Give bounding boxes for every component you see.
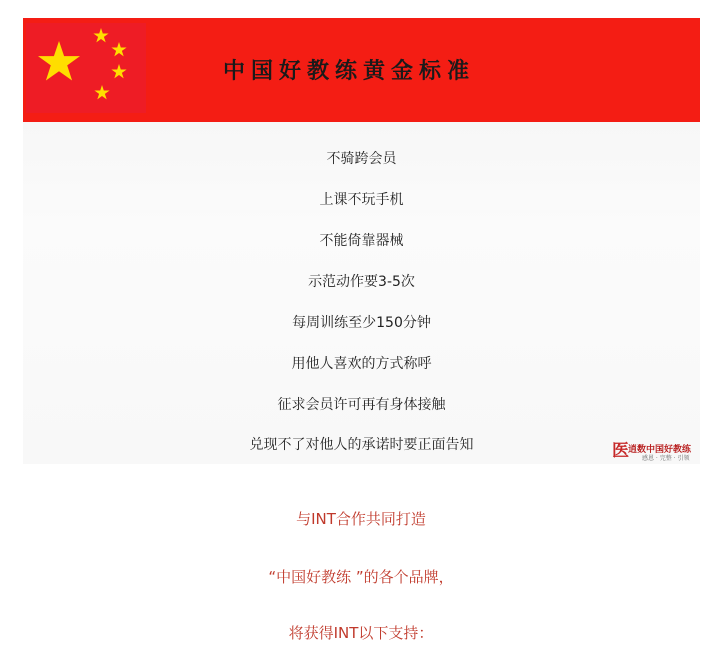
rule-item: 示范动作要3-5次 — [308, 274, 415, 290]
logo-tagline: 感恩 · 完整 · 引领 — [642, 455, 690, 462]
promo-line: 与INT合作共同打造 — [296, 510, 426, 528]
logo-mark-icon: 医 — [612, 441, 629, 461]
promo-line: 将获得INT以下支持： — [288, 624, 434, 642]
banner-title: 中国好教练黄金标准 — [223, 59, 476, 84]
logo-name: 逍数中国好教练 — [628, 445, 692, 455]
rule-item: 每周训练至少150分钟 — [292, 315, 431, 331]
rule-item: 不骑跨会员 — [326, 151, 397, 167]
title-banner — [23, 18, 700, 122]
rule-item: 用他人喜欢的方式称呼 — [291, 356, 432, 372]
china-flag-icon — [26, 23, 146, 113]
standards-card — [23, 122, 700, 464]
rule-item: 兑现不了对他人的承诺时要正面告知 — [249, 437, 474, 453]
rule-item: 不能倚靠器械 — [319, 233, 404, 249]
brand-logo — [612, 440, 698, 464]
promo-line: “中国好教练 ”的各个品牌， — [268, 568, 454, 586]
rule-item: 上课不玩手机 — [319, 192, 404, 208]
rule-item: 征求会员许可再有身体接触 — [277, 397, 446, 413]
